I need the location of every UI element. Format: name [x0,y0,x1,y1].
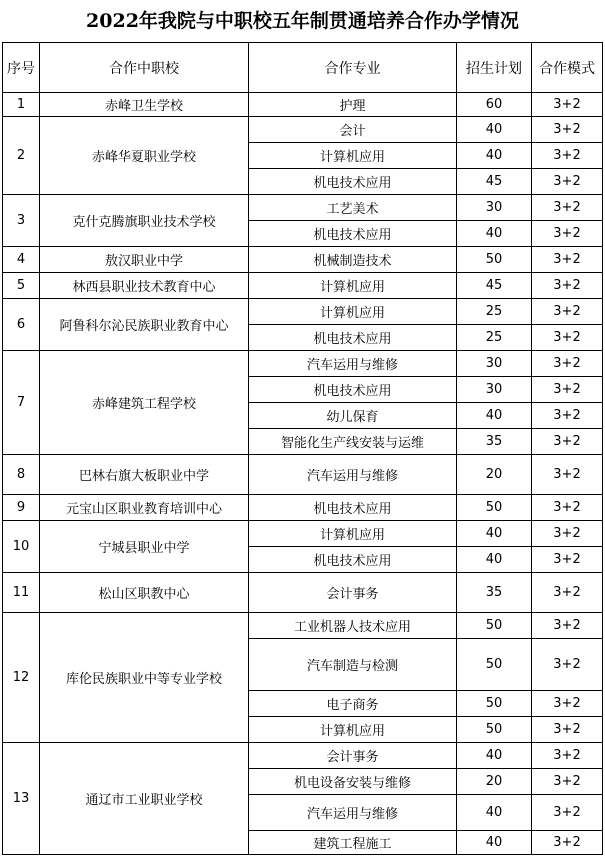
cooperation-table [2,42,603,855]
major-name: 电子商务 [249,691,457,717]
enrollment-plan: 40 [457,221,532,247]
cooperation-mode: 3+2 [532,247,603,273]
row-number: 10 [3,521,40,573]
cooperation-mode: 3+2 [532,573,603,613]
enrollment-plan: 20 [457,455,532,495]
row-number: 1 [3,93,40,117]
cooperation-mode: 3+2 [532,495,603,521]
school-name: 巴林右旗大板职业中学 [40,455,249,495]
major-name: 机电技术应用 [249,169,457,195]
major-name: 计算机应用 [249,273,457,299]
major-name: 计算机应用 [249,521,457,547]
school-name: 敖汉职业中学 [40,247,249,273]
header-school: 合作中职校 [40,43,249,93]
cooperation-mode: 3+2 [532,403,603,429]
enrollment-plan: 25 [457,325,532,351]
cooperation-mode: 3+2 [532,639,603,691]
cooperation-mode: 3+2 [532,691,603,717]
enrollment-plan: 35 [457,429,532,455]
cooperation-mode: 3+2 [532,325,603,351]
major-name: 会计事务 [249,743,457,769]
major-name: 工业机器人技术应用 [249,613,457,639]
row-number: 6 [3,299,40,351]
school-name: 赤峰建筑工程学校 [40,351,249,455]
major-name: 会计事务 [249,573,457,613]
cooperation-mode: 3+2 [532,795,603,831]
cooperation-mode: 3+2 [532,743,603,769]
row-number: 4 [3,247,40,273]
enrollment-plan: 40 [457,795,532,831]
table-row [3,93,603,117]
header-major: 合作专业 [249,43,457,93]
major-name: 机电技术应用 [249,221,457,247]
cooperation-mode: 3+2 [532,221,603,247]
table-row [3,195,603,221]
enrollment-plan: 25 [457,299,532,325]
cooperation-mode: 3+2 [532,613,603,639]
enrollment-plan: 50 [457,247,532,273]
header-plan: 招生计划 [457,43,532,93]
row-number: 8 [3,455,40,495]
row-number: 5 [3,273,40,299]
enrollment-plan: 40 [457,143,532,169]
enrollment-plan: 40 [457,117,532,143]
enrollment-plan: 60 [457,93,532,117]
school-name: 通辽市工业职业学校 [40,743,249,855]
row-number: 3 [3,195,40,247]
cooperation-mode: 3+2 [532,93,603,117]
school-name: 克什克腾旗职业技术学校 [40,195,249,247]
table-row [3,117,603,143]
row-number: 11 [3,573,40,613]
enrollment-plan: 50 [457,613,532,639]
school-name: 赤峰卫生学校 [40,93,249,117]
school-name: 赤峰华夏职业学校 [40,117,249,195]
cooperation-mode: 3+2 [532,143,603,169]
header-num: 序号 [3,43,40,93]
enrollment-plan: 50 [457,495,532,521]
cooperation-mode: 3+2 [532,273,603,299]
major-name: 机电设备安装与维修 [249,769,457,795]
major-name: 护理 [249,93,457,117]
enrollment-plan: 35 [457,573,532,613]
table-row [3,495,603,521]
row-number: 9 [3,495,40,521]
major-name: 汽车运用与维修 [249,455,457,495]
school-name: 松山区职教中心 [40,573,249,613]
enrollment-plan: 40 [457,521,532,547]
major-name: 机械制造技术 [249,247,457,273]
major-name: 汽车制造与检测 [249,639,457,691]
table-row [3,455,603,495]
school-name: 元宝山区职业教育培训中心 [40,495,249,521]
table-row [3,573,603,613]
enrollment-plan: 20 [457,769,532,795]
header-row [3,43,603,93]
enrollment-plan: 40 [457,547,532,573]
cooperation-mode: 3+2 [532,521,603,547]
header-mode: 合作模式 [532,43,603,93]
cooperation-mode: 3+2 [532,377,603,403]
enrollment-plan: 50 [457,717,532,743]
table-row [3,743,603,769]
table-row [3,613,603,639]
cooperation-mode: 3+2 [532,195,603,221]
enrollment-plan: 40 [457,403,532,429]
cooperation-mode: 3+2 [532,831,603,855]
cooperation-mode: 3+2 [532,117,603,143]
school-name: 阿鲁科尔沁民族职业教育中心 [40,299,249,351]
page-title: 2022年我院与中职校五年制贯通培养合作办学情况 [86,10,519,32]
school-name: 库伦民族职业中等专业学校 [40,613,249,743]
enrollment-plan: 30 [457,195,532,221]
school-name: 林西县职业技术教育中心 [40,273,249,299]
row-number: 13 [3,743,40,855]
row-number: 2 [3,117,40,195]
enrollment-plan: 50 [457,691,532,717]
table-row [3,299,603,325]
enrollment-plan: 40 [457,743,532,769]
row-number: 7 [3,351,40,455]
cooperation-mode: 3+2 [532,455,603,495]
major-name: 汽车运用与维修 [249,351,457,377]
major-name: 机电技术应用 [249,325,457,351]
enrollment-plan: 45 [457,273,532,299]
major-name: 智能化生产线安装与运维 [249,429,457,455]
table-body [3,93,603,855]
major-name: 机电技术应用 [249,495,457,521]
major-name: 幼儿保育 [249,403,457,429]
cooperation-mode: 3+2 [532,299,603,325]
cooperation-mode: 3+2 [532,717,603,743]
cooperation-mode: 3+2 [532,547,603,573]
major-name: 计算机应用 [249,299,457,325]
cooperation-mode: 3+2 [532,769,603,795]
major-name: 建筑工程施工 [249,831,457,855]
row-number: 12 [3,613,40,743]
major-name: 汽车运用与维修 [249,795,457,831]
major-name: 计算机应用 [249,717,457,743]
table-row [3,273,603,299]
enrollment-plan: 30 [457,377,532,403]
cooperation-mode: 3+2 [532,429,603,455]
major-name: 会计 [249,117,457,143]
school-name: 宁城县职业中学 [40,521,249,573]
table-row [3,521,603,547]
table-row [3,351,603,377]
enrollment-plan: 40 [457,831,532,855]
major-name: 工艺美术 [249,195,457,221]
enrollment-plan: 50 [457,639,532,691]
cooperation-mode: 3+2 [532,351,603,377]
enrollment-plan: 30 [457,351,532,377]
cooperation-mode: 3+2 [532,169,603,195]
enrollment-plan: 45 [457,169,532,195]
major-name: 机电技术应用 [249,547,457,573]
major-name: 计算机应用 [249,143,457,169]
table-row [3,247,603,273]
major-name: 机电技术应用 [249,377,457,403]
